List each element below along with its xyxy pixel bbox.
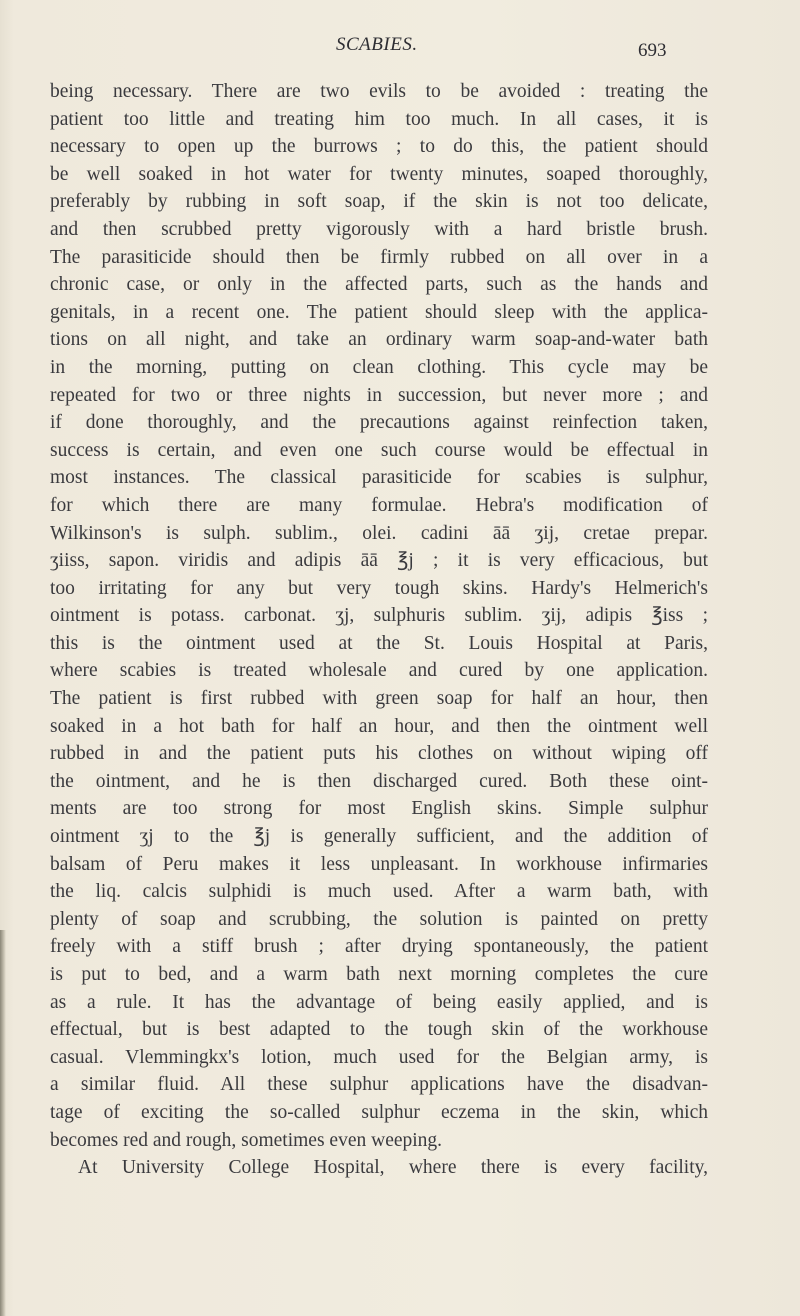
text-line: genitals, in a recent one. The patient should sleep with the applica- bbox=[50, 301, 708, 323]
running-title: SCABIES. bbox=[336, 34, 418, 55]
text-line: in the morning, putting on clean clothing. This cycle may be bbox=[50, 356, 708, 378]
text-line-paragraph-start: At University College Hospital, where there is every facility, bbox=[78, 1157, 708, 1179]
text-line: rubbed in and the patient puts his clothes on without wiping off bbox=[50, 743, 708, 765]
text-line: be well soaked in hot water for twenty minutes, soaped thoroughly, bbox=[50, 163, 708, 185]
page-number: 693 bbox=[638, 40, 667, 61]
body-text bbox=[50, 78, 708, 1182]
text-line: casual. Vlemmingkx's lotion, much used for the Belgian army, is bbox=[50, 1046, 708, 1068]
binding-gutter-shadow bbox=[0, 930, 6, 1316]
text-line: success is certain, and even one such course would be effectual in bbox=[50, 439, 708, 461]
text-line: ments are too strong for most English skins. Simple sulphur bbox=[50, 798, 708, 820]
text-line: a similar fluid. All these sulphur applications have the disadvan- bbox=[50, 1074, 708, 1096]
text-line: where scabies is treated wholesale and cured by one application. bbox=[50, 660, 708, 682]
text-line: tage of exciting the so-called sulphur eczema in the skin, which bbox=[50, 1101, 708, 1123]
text-line: effectual, but is best adapted to the tough skin of the workhouse bbox=[50, 1019, 708, 1041]
text-line: preferably by rubbing in soft soap, if the skin is not too delicate, bbox=[50, 191, 708, 213]
text-line: and then scrubbed pretty vigorously with a hard bristle brush. bbox=[50, 218, 708, 240]
text-line: the liq. calcis sulphidi is much used. After a warm bath, with bbox=[50, 881, 708, 903]
running-head bbox=[0, 34, 800, 64]
text-line: as a rule. It has the advantage of being easily applied, and is bbox=[50, 991, 708, 1013]
text-line: ʒiiss, sapon. viridis and adipis āā ℥j ; it is very efficacious, but bbox=[50, 550, 708, 572]
text-line: for which there are many formulae. Hebra's modification of bbox=[50, 494, 708, 516]
text-line: the ointment, and he is then discharged cured. Both these oint- bbox=[50, 770, 708, 792]
text-line: most instances. The classical parasiticide for scabies is sulphur, bbox=[50, 467, 708, 489]
text-line: too irritating for any but very tough skins. Hardy's Helmerich's bbox=[50, 577, 708, 599]
text-line: soaked in a hot bath for half an hour, and then the ointment well bbox=[50, 715, 708, 737]
text-line: tions on all night, and take an ordinary warm soap-and-water bath bbox=[50, 329, 708, 351]
text-line: is put to bed, and a warm bath next morning completes the cure bbox=[50, 964, 708, 985]
text-line: plenty of soap and scrubbing, the solution is painted on pretty bbox=[50, 908, 708, 930]
text-line: patient too little and treating him too much. In all cases, it is bbox=[50, 108, 708, 130]
text-line-paragraph-end: becomes red and rough, sometimes even weeping. bbox=[50, 1129, 443, 1151]
text-line: balsam of Peru makes it less unpleasant. In workhouse infirmaries bbox=[50, 853, 708, 875]
text-line: chronic case, or only in the affected parts, such as the hands and bbox=[50, 274, 708, 296]
text-line: Wilkinson's is sulph. sublim., olei. cadini āā ʒij, cretae prepar. bbox=[50, 522, 708, 544]
text-line: necessary to open up the burrows ; to do this, the patient should bbox=[50, 136, 708, 158]
text-line: if done thoroughly, and the precautions against reinfection taken, bbox=[50, 412, 708, 434]
text-line: freely with a stiff brush ; after drying spontaneously, the patient bbox=[50, 936, 708, 958]
text-line: ointment is potass. carbonat. ʒj, sulphuris sublim. ʒij, adipis ℥iss ; bbox=[50, 605, 708, 627]
text-line: The parasiticide should then be firmly rubbed on all over in a bbox=[50, 246, 708, 268]
text-line: ointment ʒj to the ℥j is generally sufficient, and the addition of bbox=[50, 826, 708, 848]
text-line: repeated for two or three nights in succession, but never more ; and bbox=[50, 384, 708, 406]
text-line: being necessary. There are two evils to be avoided : treating the bbox=[50, 81, 708, 102]
text-line: The patient is first rubbed with green soap for half an hour, then bbox=[50, 688, 708, 710]
text-line: this is the ointment used at the St. Louis Hospital at Paris, bbox=[50, 632, 708, 654]
